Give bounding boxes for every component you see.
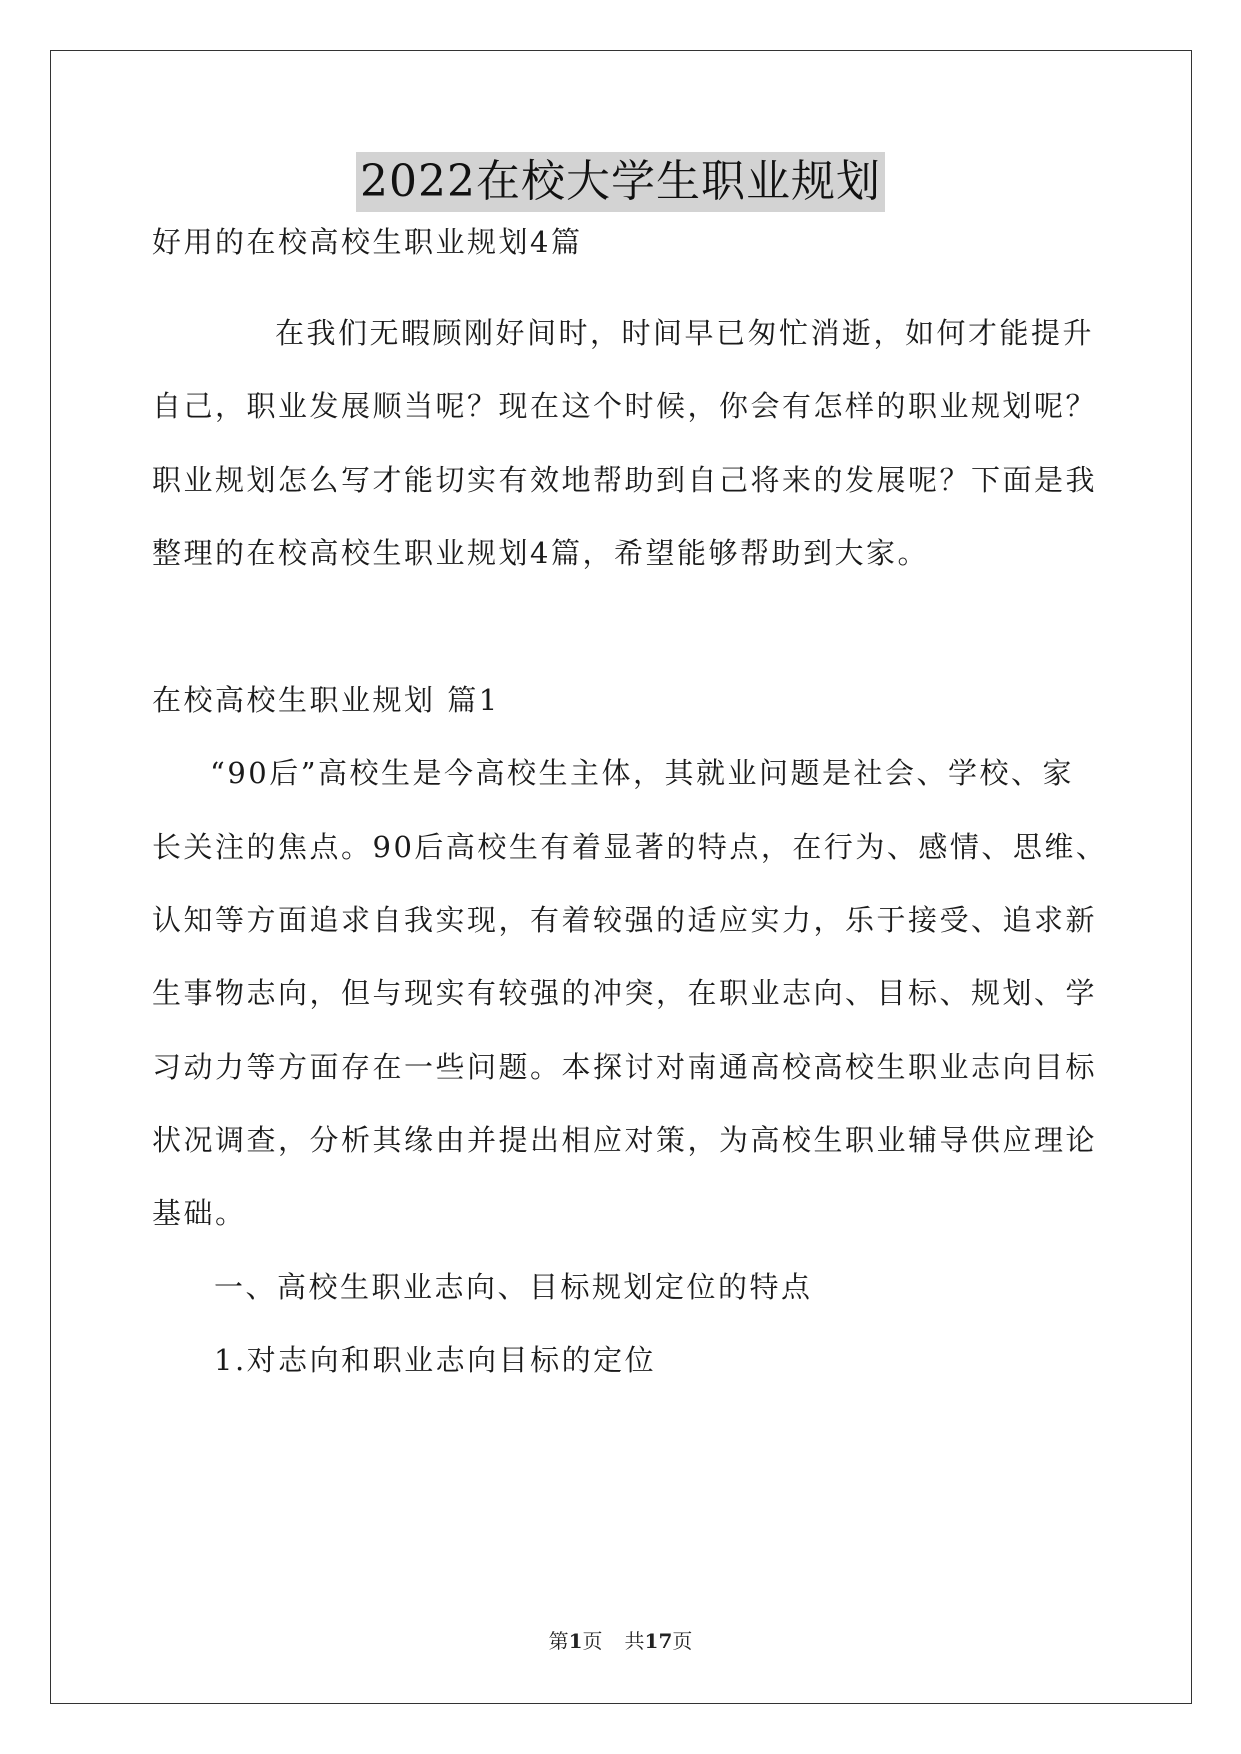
body-line: 习动力等方面存在一些问题。本探讨对南通高校高校生职业志向目标 bbox=[152, 1050, 1098, 1084]
footer-page-suffix: 页 bbox=[582, 1629, 603, 1653]
page-border bbox=[50, 50, 1192, 1704]
page-footer bbox=[0, 1628, 1241, 1654]
document-title: 2022在校大学生职业规划 bbox=[356, 152, 885, 212]
heading-level-2: 1.对志向和职业志向目标的定位 bbox=[214, 1343, 657, 1377]
body-line: 状况调查，分析其缘由并提出相应对策，为高校生职业辅导供应理论 bbox=[152, 1123, 1098, 1157]
heading-level-1: 一、高校生职业志向、目标规划定位的特点 bbox=[214, 1270, 813, 1304]
body-line: 长关注的焦点。90后高校生有着显著的特点，在行为、感情、思维、 bbox=[152, 830, 1108, 864]
footer-total-suffix: 页 bbox=[672, 1629, 693, 1653]
intro-line: 自己，职业发展顺当呢？现在这个时候，你会有怎样的职业规划呢？ bbox=[152, 389, 1098, 423]
subtitle: 好用的在校高校生职业规划4篇 bbox=[152, 225, 583, 259]
body-line: 认知等方面追求自我实现，有着较强的适应实力，乐于接受、追求新 bbox=[152, 903, 1098, 937]
body-line: “90后”高校生是今高校生主体，其就业问题是社会、学校、家 bbox=[210, 756, 1075, 790]
footer-total-number: 17 bbox=[644, 1629, 673, 1653]
footer-page-prefix: 第 bbox=[548, 1629, 569, 1653]
footer-page-number: 1 bbox=[568, 1629, 583, 1653]
body-line: 生事物志向，但与现实有较强的冲突，在职业志向、目标、规划、学 bbox=[152, 976, 1098, 1010]
section-heading: 在校高校生职业规划 篇1 bbox=[152, 683, 500, 717]
intro-line: 在我们无暇顾刚好间时，时间早已匆忙消逝，如何才能提升 bbox=[275, 316, 1095, 350]
intro-line: 职业规划怎么写才能切实有效地帮助到自己将来的发展呢？下面是我 bbox=[152, 463, 1098, 497]
intro-line: 整理的在校高校生职业规划4篇，希望能够帮助到大家。 bbox=[152, 536, 929, 570]
body-line: 基础。 bbox=[152, 1196, 247, 1230]
title-wrapper bbox=[0, 152, 1241, 212]
footer-total-prefix: 共 bbox=[624, 1629, 645, 1653]
